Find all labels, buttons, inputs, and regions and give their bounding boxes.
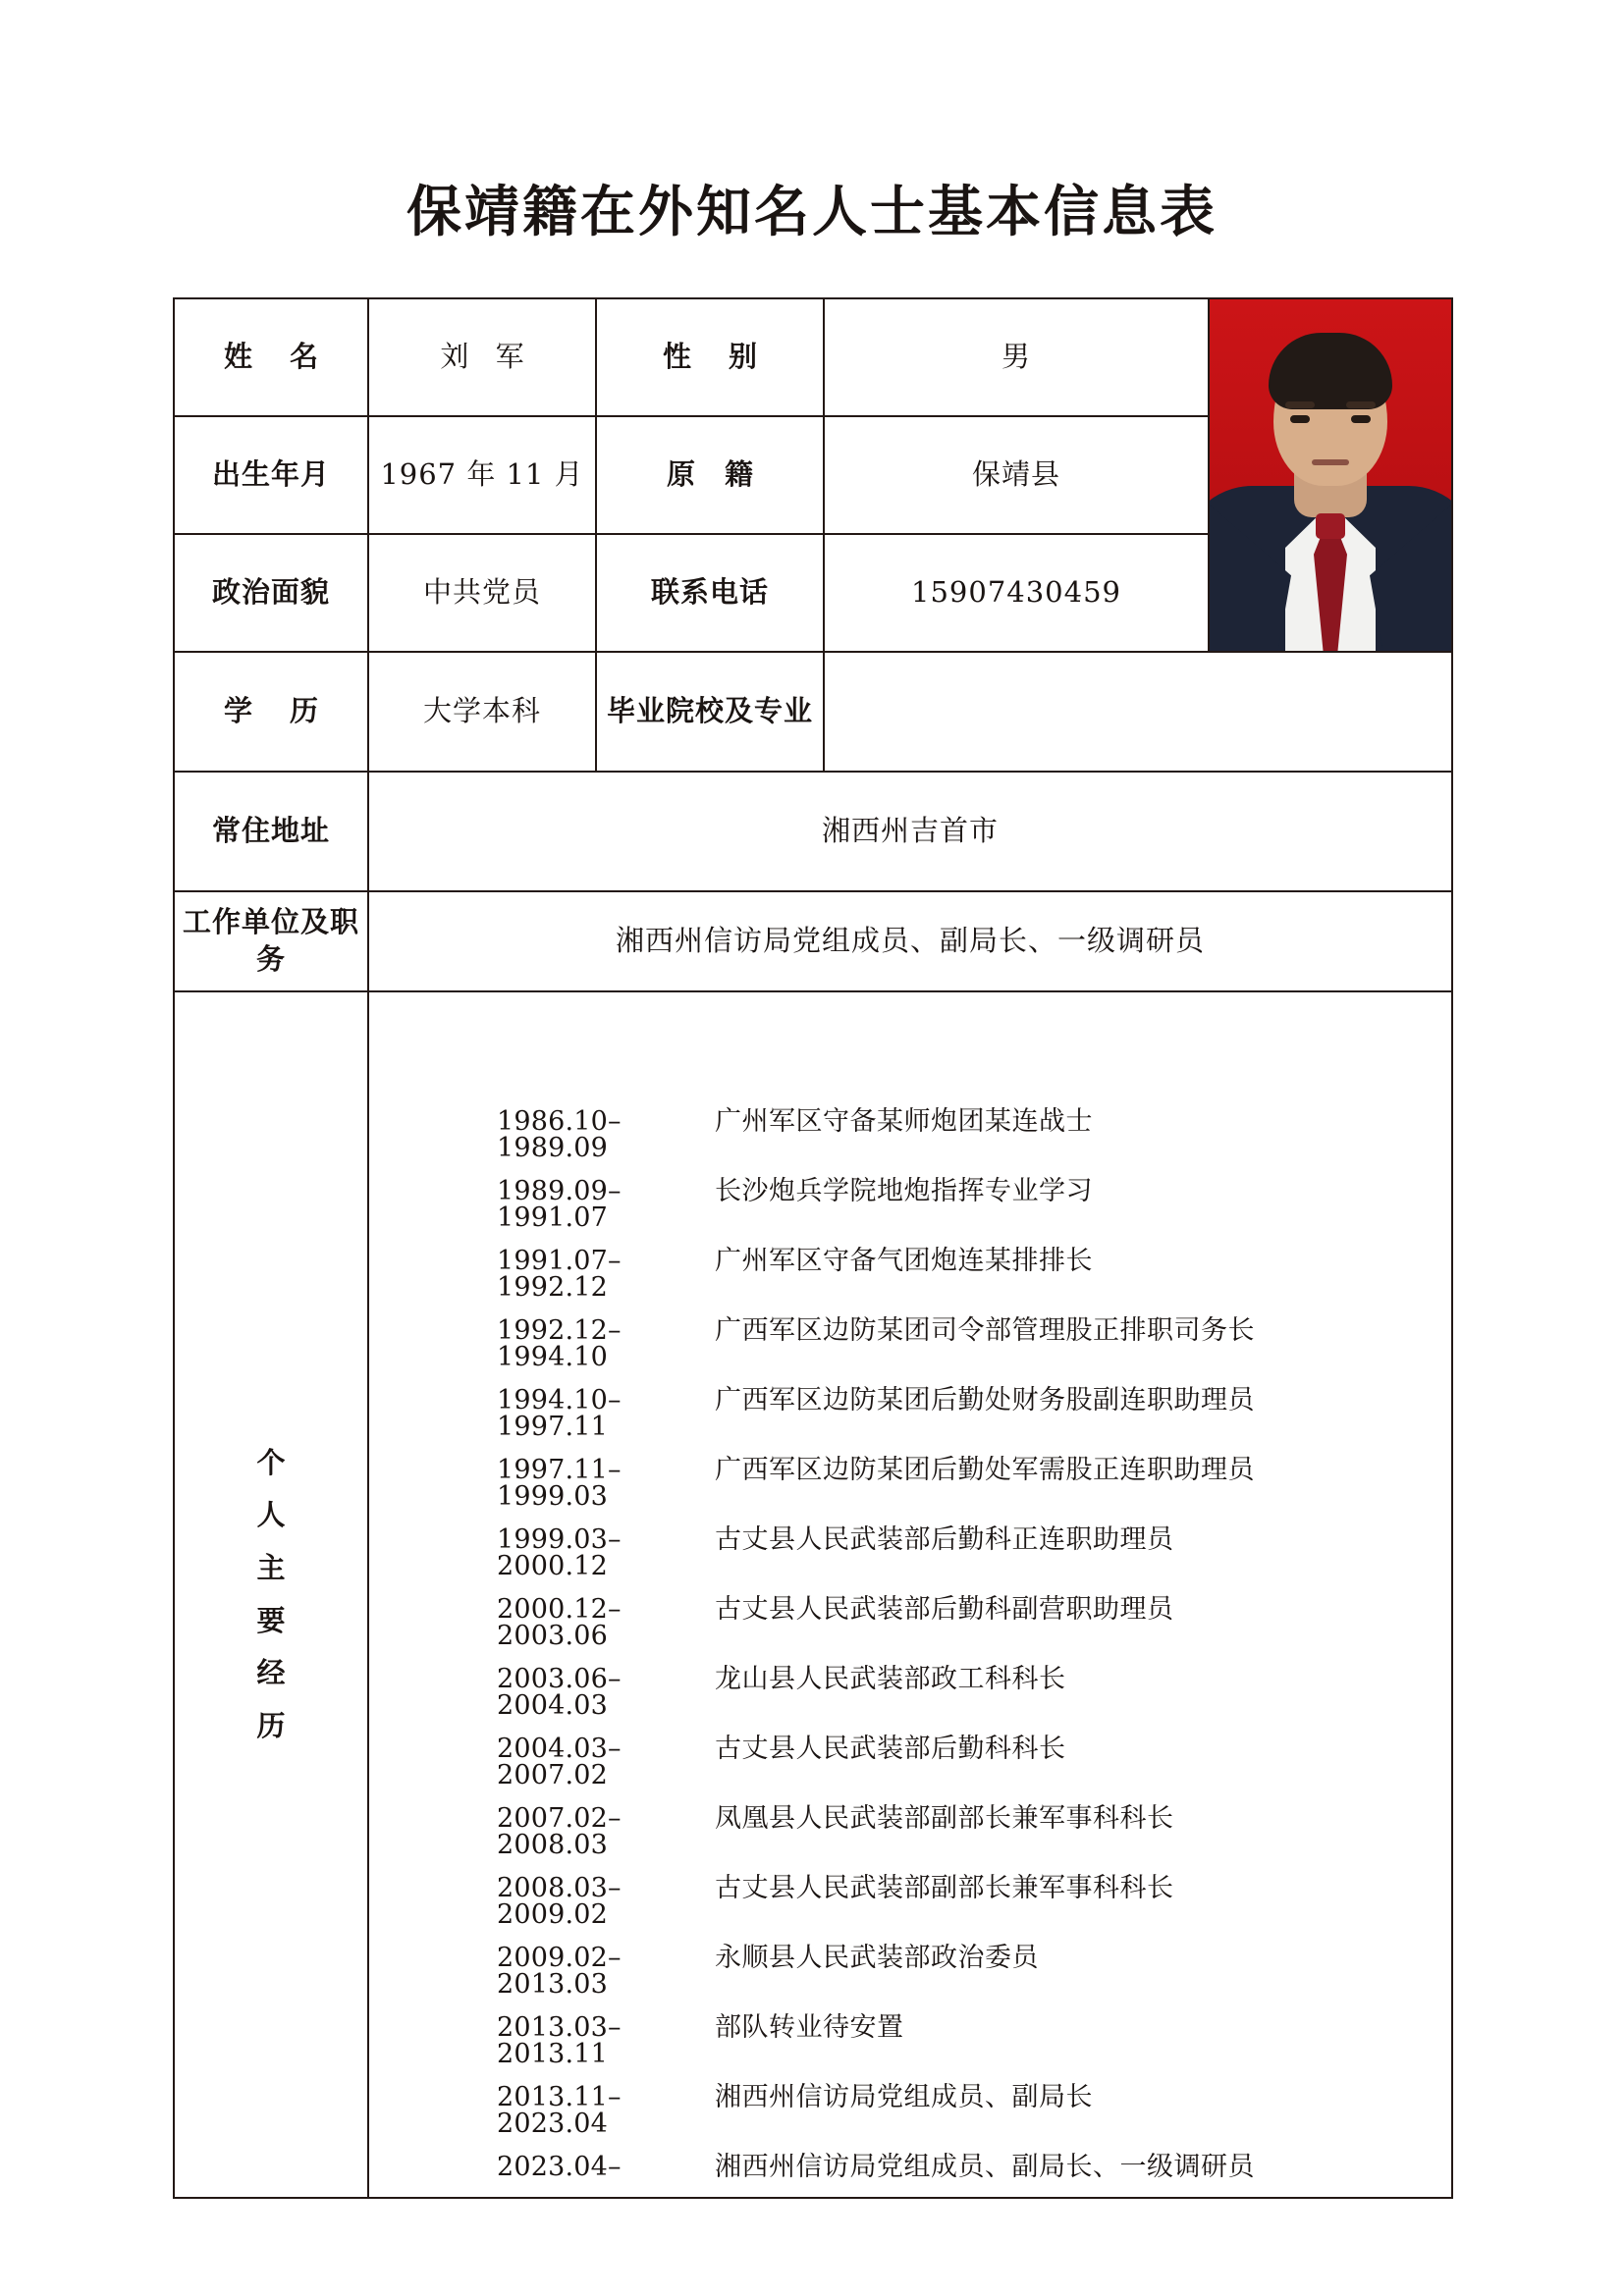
experience-date: 1999.03–2000.12: [497, 1524, 622, 1581]
experience-description: 长沙炮兵学院地炮指挥专业学习: [715, 1176, 1093, 1206]
experience-label-char: 主: [256, 1550, 286, 1584]
eye-right-shape: [1351, 415, 1371, 423]
experience-date: 2004.03–2007.02: [497, 1734, 622, 1790]
experience-row: [369, 1317, 1451, 1370]
experience-description: 广西军区边防某团司令部管理股正排职司务长: [715, 1315, 1255, 1346]
hair-shape: [1269, 333, 1392, 409]
experience-description: 永顺县人民武装部政治委员: [715, 1943, 1039, 1973]
eyebrow-left-shape: [1285, 401, 1315, 408]
origin-value: 保靖县: [824, 416, 1209, 534]
origin-label: 原 籍: [596, 416, 824, 534]
experience-date: 2007.02–2008.03: [497, 1803, 622, 1860]
table-row: [174, 298, 1452, 416]
school-major-value: [824, 652, 1452, 772]
experience-description: 古丈县人民武装部后勤科正连职助理员: [715, 1524, 1174, 1555]
experience-row: [369, 1387, 1451, 1440]
table-row-experience: [174, 991, 1452, 2198]
experience-label-char: 个: [256, 1445, 286, 1479]
experience-row: [369, 1875, 1451, 1928]
experience-label-char: 历: [256, 1708, 286, 1742]
avatar: [1210, 299, 1451, 651]
work-unit-label: 工作单位及职务: [174, 891, 368, 991]
experience-description: 湘西州信访局党组成员、副局长: [715, 2082, 1093, 2112]
experience-description: 湘西州信访局党组成员、副局长、一级调研员: [715, 2152, 1255, 2182]
experience-row: [369, 1805, 1451, 1858]
experience-row: [369, 2084, 1451, 2137]
work-unit-value: 湘西州信访局党组成员、副局长、一级调研员: [368, 891, 1452, 991]
experience-date: 1997.11–1999.03: [497, 1455, 622, 1512]
mouth-shape: [1312, 459, 1349, 465]
experience-row: [369, 1945, 1451, 1998]
birth-label: 出生年月: [174, 416, 368, 534]
eyebrow-right-shape: [1346, 401, 1376, 408]
experience-row: [369, 1457, 1451, 1510]
school-major-label: 毕业院校及专业: [596, 652, 824, 772]
experience-description: 古丈县人民武装部后勤科副营职助理员: [715, 1594, 1174, 1625]
address-label: 常住地址: [174, 772, 368, 891]
experience-date: 2013.03–2013.11: [497, 2012, 622, 2069]
experience-description: 凤凰县人民武装部副部长兼军事科科长: [715, 1803, 1174, 1834]
portrait-photo: [1210, 299, 1451, 651]
experience-row: [369, 1666, 1451, 1719]
experience-row: [369, 2014, 1451, 2067]
experience-description: 古丈县人民武装部后勤科科长: [715, 1734, 1066, 1764]
phone-value: 15907430459: [824, 534, 1209, 652]
political-status-label: 政治面貌: [174, 534, 368, 652]
experience-date: 1992.12–1994.10: [497, 1315, 622, 1372]
experience-label-cell: [174, 991, 368, 2198]
experience-cell: [368, 991, 1452, 2198]
table-row: [174, 891, 1452, 991]
table-row: [174, 652, 1452, 772]
experience-date: 1994.10–1997.11: [497, 1385, 622, 1442]
experience-description: 广西军区边防某团后勤处军需股正连职助理员: [715, 1455, 1255, 1485]
experience-row: [369, 1596, 1451, 1649]
table-row: [174, 772, 1452, 891]
info-table: [173, 297, 1453, 2199]
experience-row: [369, 1248, 1451, 1301]
political-status-value: 中共党员: [368, 534, 596, 652]
page-title: 保靖籍在外知名人士基本信息表: [406, 180, 1218, 244]
eye-left-shape: [1290, 415, 1310, 423]
experience-date: 1989.09–1991.07: [497, 1176, 622, 1233]
experience-row: [369, 1526, 1451, 1579]
experience-description: 龙山县人民武装部政工科科长: [715, 1664, 1066, 1694]
experience-date: 2023.04–: [497, 2152, 622, 2182]
experience-description: 部队转业待安置: [715, 2012, 904, 2043]
birth-value: 1967 年 11 月: [368, 416, 596, 534]
education-value: 大学本科: [368, 652, 596, 772]
experience-date: 2000.12–2003.06: [497, 1594, 622, 1651]
experience-date: 2013.11–2023.04: [497, 2082, 622, 2139]
experience-date: 2008.03–2009.02: [497, 1873, 622, 1930]
experience-description: 古丈县人民武装部副部长兼军事科科长: [715, 1873, 1174, 1903]
experience-label: [175, 1437, 367, 1753]
experience-list: [369, 992, 1451, 2180]
experience-date: 1986.10–1989.09: [497, 1106, 622, 1163]
address-value: 湘西州吉首市: [368, 772, 1452, 891]
phone-label: 联系电话: [596, 534, 824, 652]
tie-knot-shape: [1316, 513, 1345, 539]
name-value: 刘 军: [368, 298, 596, 416]
experience-row: [369, 2154, 1451, 2180]
experience-row: [369, 1178, 1451, 1231]
experience-date: 2009.02–2013.03: [497, 1943, 622, 2000]
gender-label: 性 别: [596, 298, 824, 416]
experience-description: 广西军区边防某团后勤处财务股副连职助理员: [715, 1385, 1255, 1415]
experience-label-char: 要: [256, 1603, 286, 1637]
education-label: 学 历: [174, 652, 368, 772]
experience-description: 广州军区守备某师炮团某连战士: [715, 1106, 1093, 1137]
experience-date: 1991.07–1992.12: [497, 1246, 622, 1303]
photo-cell: [1209, 298, 1452, 652]
experience-label-char: 人: [256, 1498, 286, 1532]
experience-row: [369, 1108, 1451, 1161]
experience-date: 2003.06–2004.03: [497, 1664, 622, 1721]
experience-row: [369, 1735, 1451, 1789]
person-info-form: [173, 297, 1451, 2199]
experience-label-char: 经: [256, 1656, 286, 1690]
gender-value: 男: [824, 298, 1209, 416]
name-label: 姓 名: [174, 298, 368, 416]
experience-description: 广州军区守备气团炮连某排排长: [715, 1246, 1093, 1276]
